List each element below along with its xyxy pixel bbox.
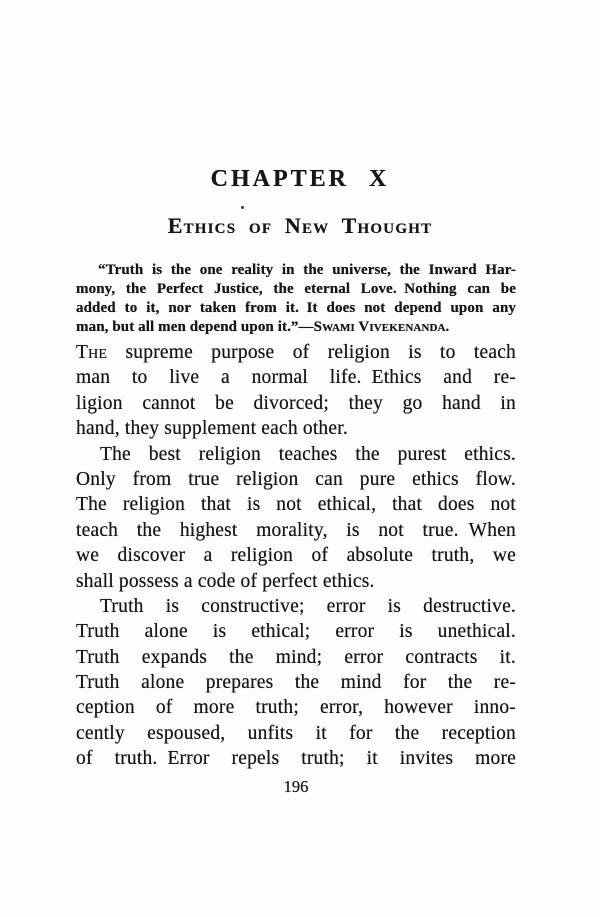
epigraph-line: “Truth is the one reality in the universe, the Inward Har- [98, 262, 516, 278]
text-line: Truth alone prepares the mind for the re- [76, 672, 516, 694]
ink-dot-artifact [241, 206, 244, 209]
epigraph-closing-text: man, but all men depend upon it.”— [76, 319, 314, 335]
text-line: The religion that is not ethical, that does not [76, 494, 516, 516]
text-line: teach the highest morality, is not true. When [76, 519, 516, 541]
text-line: man to live a normal life. Ethics and re- [76, 367, 516, 389]
text-line: ligion cannot be divorced; they go hand in [76, 392, 516, 414]
body-text [76, 340, 516, 772]
epigraph-quote [76, 261, 516, 337]
page-number: 196 [283, 777, 309, 796]
paragraph-1-first-line [76, 340, 516, 365]
text-line: we discover a religion of absolute truth, we [76, 545, 516, 567]
epigraph-attribution-line [76, 318, 516, 337]
text-line: Only from true religion can pure ethics flow. [76, 468, 516, 490]
text-line: Truth alone is ethical; error is unethical. [76, 621, 516, 643]
lead-word: The [76, 342, 108, 363]
epigraph-line: added to it, nor taken from it. It does not depend upon any [76, 300, 516, 316]
text-line: ception of more truth; error, however inno- [76, 697, 516, 719]
text-line: of truth. Error repels truth; it invites more [76, 748, 516, 770]
first-line-rest: supreme purpose of religion is to teach [107, 342, 516, 363]
text-line: cently espoused, unfits it for the reception [76, 722, 516, 744]
epigraph-line: mony, the Perfect Justice, the eternal Love. Nothing can be [76, 281, 516, 297]
text-line: Truth expands the mind; error contracts it. [76, 646, 516, 668]
paragraph-2-last-line: shall possess a code of perfect ethics. [76, 570, 375, 592]
attribution-period: . [445, 319, 450, 335]
paragraph-3-first-line: Truth is constructive; error is destructive. [100, 595, 516, 617]
chapter-heading: CHAPTER X [210, 166, 390, 192]
paragraph-1-last-line: hand, they supplement each other. [76, 418, 348, 440]
paragraph-2-first-line: The best religion teaches the purest ethics. [100, 443, 516, 465]
attribution-name: Swami Vivekenanda [313, 319, 446, 335]
section-heading: Ethics of New Thought [167, 213, 433, 238]
